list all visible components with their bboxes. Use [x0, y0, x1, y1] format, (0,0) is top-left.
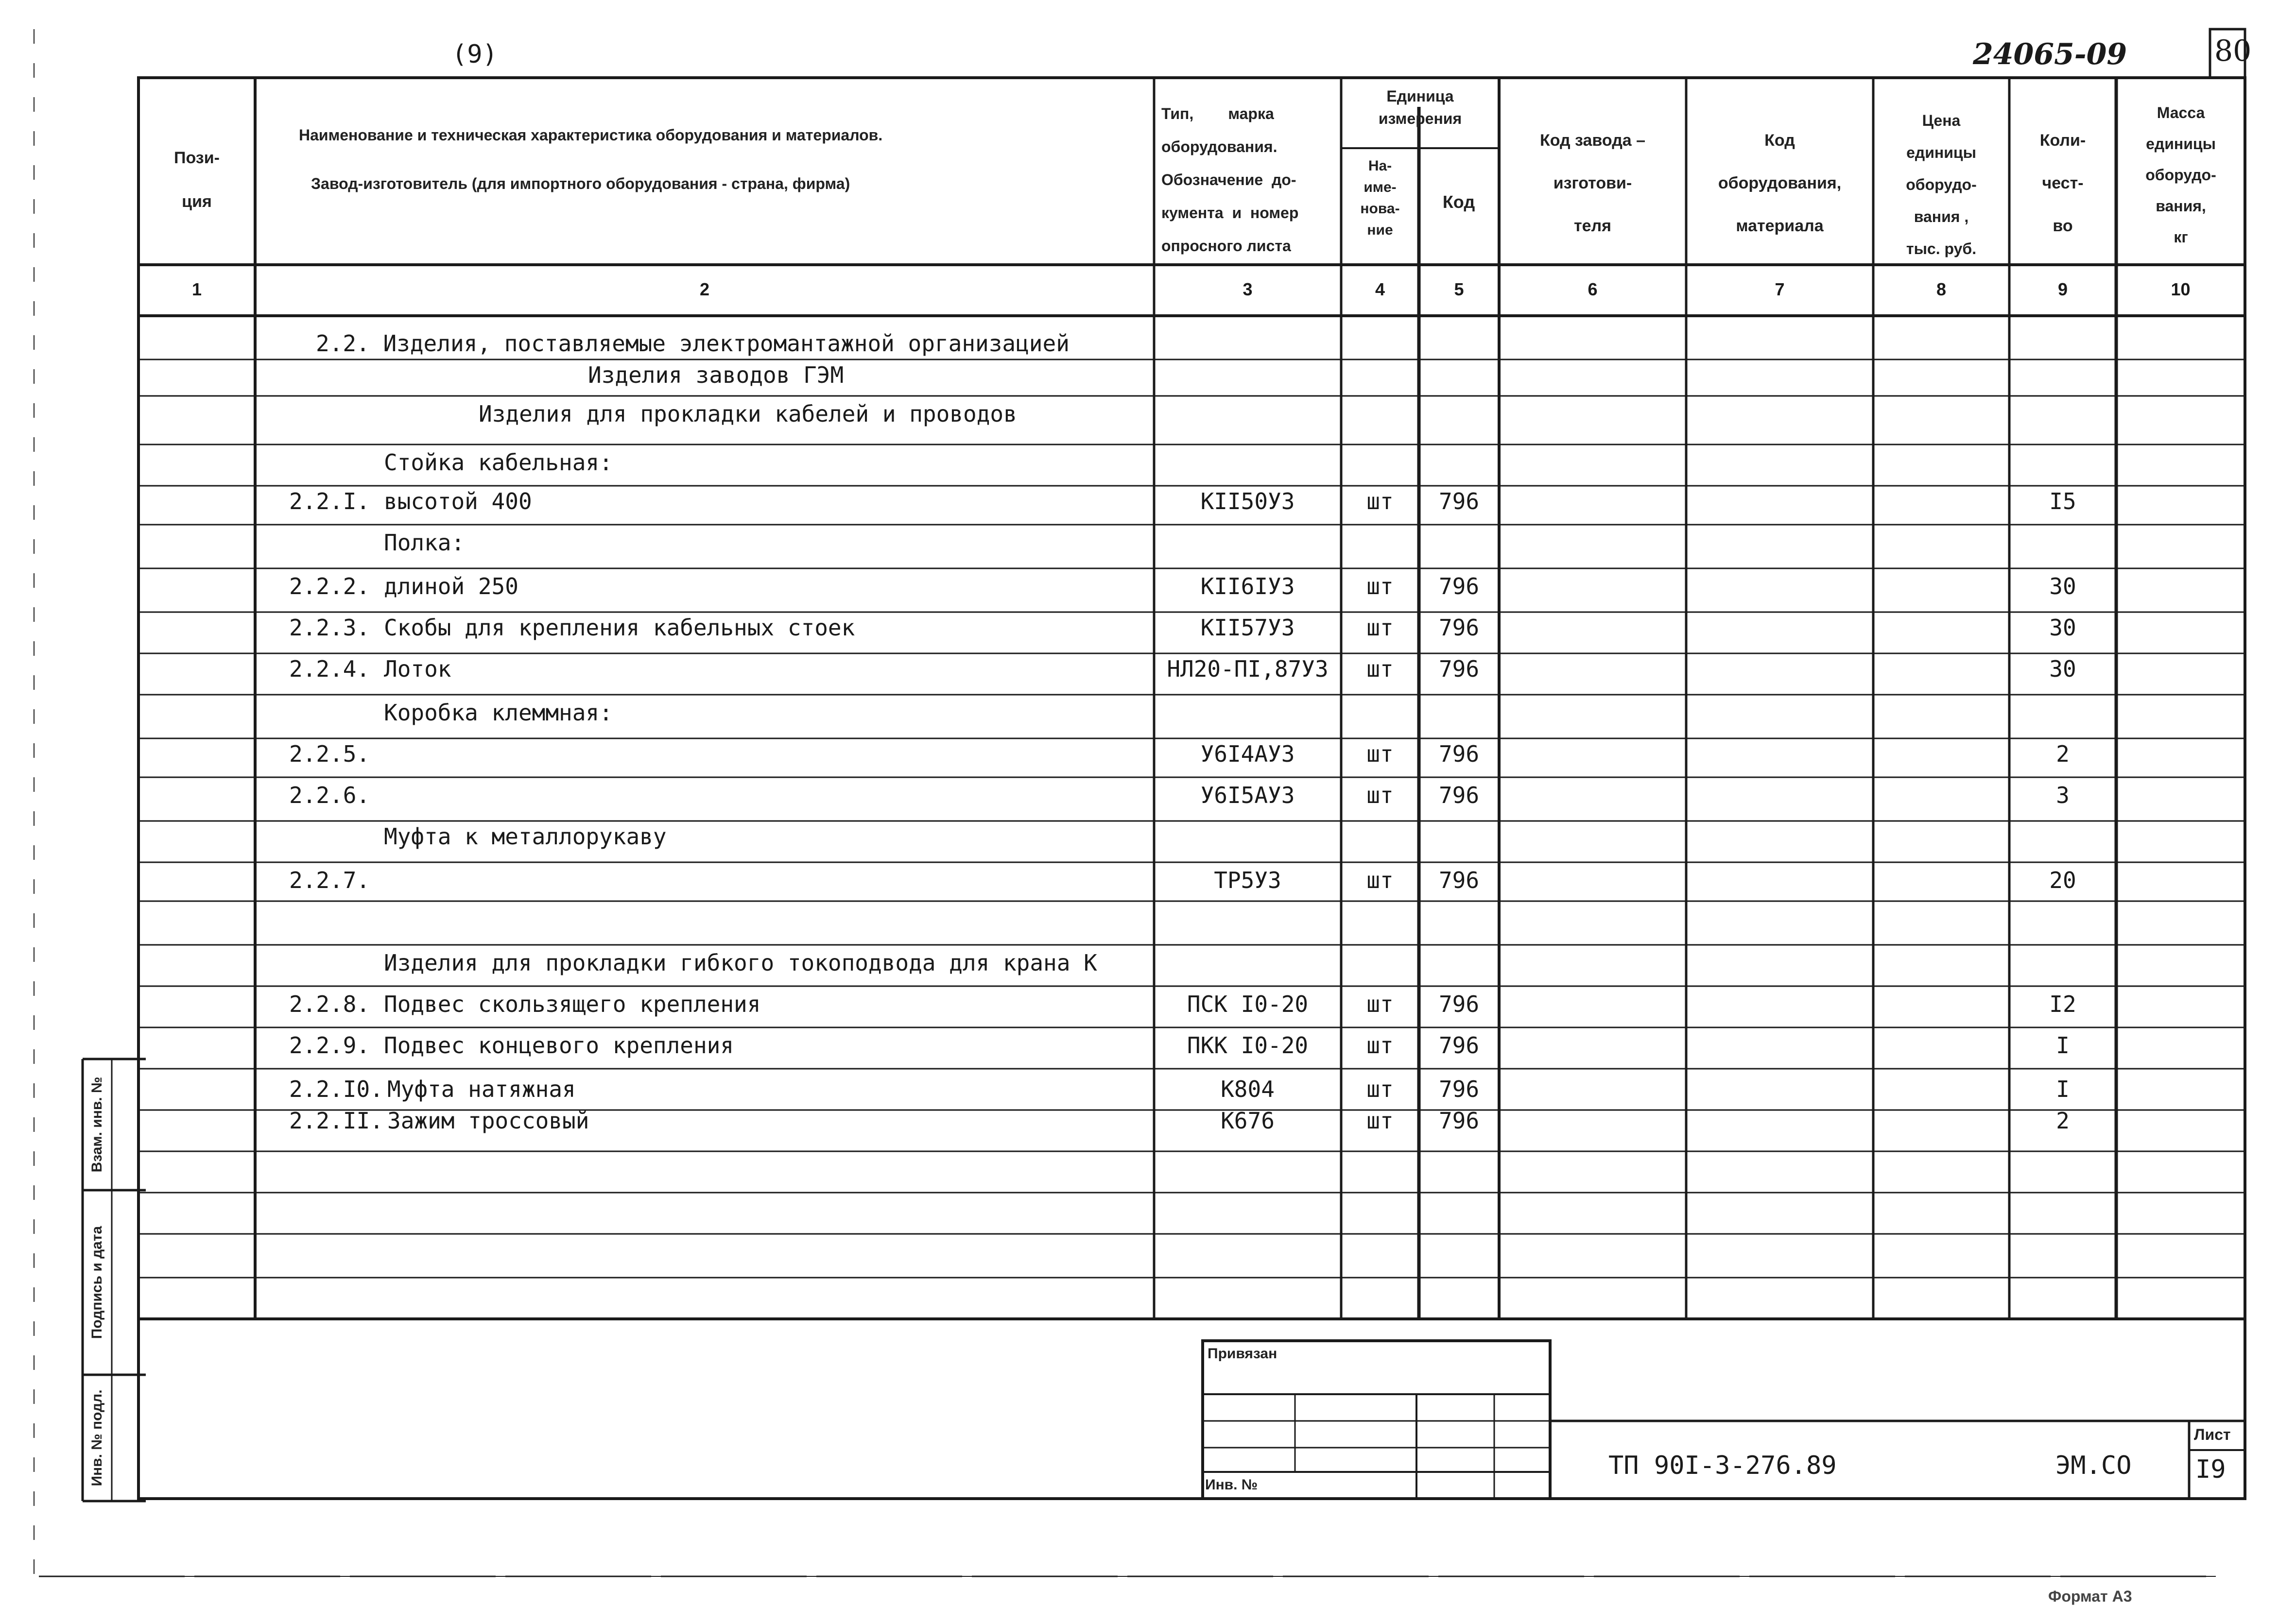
- row-unit-name: шт: [1366, 488, 1394, 514]
- stamp-replacement-inv: Взам. инв. №: [89, 1076, 105, 1173]
- row-unit-code: 796: [1438, 573, 1480, 599]
- row-item-name: высотой 400: [384, 488, 532, 514]
- row-unit-name: шт: [1366, 656, 1394, 682]
- row-position: 2.2.6.: [289, 782, 370, 808]
- header-unit-price: Цена единицы оборудо- вания , тыс. руб.: [1906, 112, 1977, 257]
- row-unit-name: шт: [1366, 1108, 1394, 1134]
- header-name-line1: Наименование и техническая характеристика оборудования и материалов.: [299, 126, 883, 144]
- row-type-mark: ТР5УЗ: [1214, 867, 1281, 893]
- row-type-mark: ПКК I0-20: [1187, 1032, 1309, 1059]
- row-position: 2.2.I.: [289, 488, 370, 514]
- row-quantity: I: [2056, 1076, 2070, 1102]
- row-unit-name: шт: [1366, 782, 1394, 808]
- title-sheet-label: Лист: [2194, 1426, 2231, 1443]
- row-unit-code: 796: [1438, 1108, 1480, 1134]
- row-unit-name: шт: [1366, 991, 1394, 1017]
- row-unit-name: шт: [1366, 1032, 1394, 1059]
- row-position: 2.2.II.: [289, 1108, 383, 1134]
- row-position: 2.2.8.: [289, 991, 370, 1017]
- header-unit-group: Единица измерения: [1378, 87, 1462, 127]
- page-marker: (9): [452, 40, 498, 69]
- row-type-mark: НЛ20-ПI,87УЗ: [1167, 656, 1329, 682]
- row-position: 2.2.9.: [289, 1032, 370, 1059]
- row-quantity: I: [2056, 1032, 2070, 1059]
- stamp-signature-date: Подпись и дата: [89, 1226, 105, 1339]
- row-item-name: Подвес скользящего крепления: [384, 991, 761, 1017]
- row-group-title: Полка:: [384, 530, 465, 556]
- row-group-title: 2.2. Изделия, поставляемые электромантажной организацией: [316, 330, 1070, 357]
- header-type: Тип, марка оборудования. Обозначение до- кумента и номер опросного листа: [1161, 105, 1299, 255]
- row-type-mark: КII6IУЗ: [1200, 573, 1295, 599]
- row-quantity: 20: [2049, 867, 2076, 893]
- row-quantity: I5: [2049, 488, 2076, 514]
- row-unit-name: шт: [1366, 615, 1394, 641]
- document-code: 24065-09: [1973, 37, 2127, 71]
- row-position: 2.2.7.: [289, 867, 370, 893]
- row-position: 2.2.3.: [289, 615, 370, 641]
- row-position: 2.2.2.: [289, 573, 370, 599]
- title-attached: Привязан: [1208, 1346, 1277, 1362]
- row-item-name: Лоток: [384, 656, 451, 682]
- title-doc-number: ТП 90I-3-276.89: [1608, 1451, 1837, 1480]
- col-num-10: 10: [2171, 279, 2191, 299]
- row-position: 2.2.I0.: [289, 1076, 383, 1102]
- row-unit-code: 796: [1438, 615, 1480, 641]
- col-num-5: 5: [1454, 279, 1464, 299]
- header-position: Пози- ция: [174, 149, 220, 211]
- row-unit-code: 796: [1438, 782, 1480, 808]
- row-type-mark: КII50УЗ: [1200, 488, 1295, 514]
- header-unit-mass: Масса единицы оборудо- вания, кг: [2145, 104, 2216, 246]
- col-num-4: 4: [1375, 279, 1385, 299]
- title-section: ЭМ.СО: [2055, 1451, 2132, 1480]
- col-num-6: 6: [1588, 279, 1598, 299]
- row-item-name: Зажим троссовый: [387, 1108, 589, 1134]
- stamp-original-inv: Инв. № подл.: [89, 1389, 105, 1486]
- col-num-8: 8: [1936, 279, 1947, 299]
- paper-format: Формат А3: [2048, 1588, 2132, 1605]
- row-unit-code: 796: [1438, 656, 1480, 682]
- row-group-title: Коробка клеммная:: [384, 700, 613, 726]
- row-quantity: I2: [2049, 991, 2076, 1017]
- row-type-mark: К804: [1221, 1076, 1275, 1102]
- header-quantity: Коли- чест- во: [2039, 131, 2086, 235]
- row-quantity: 30: [2049, 573, 2076, 599]
- row-type-mark: КII57УЗ: [1200, 615, 1295, 641]
- row-unit-code: 796: [1438, 1076, 1480, 1102]
- row-position: 2.2.4.: [289, 656, 370, 682]
- col-num-1: 1: [191, 279, 202, 299]
- row-item-name: Муфта натяжная: [387, 1076, 576, 1102]
- col-num-2: 2: [699, 279, 710, 299]
- row-group-title: Изделия для прокладки гибкого токоподвода для крана К: [384, 950, 1097, 976]
- row-group-title: Изделия для прокладки кабелей и проводов: [479, 401, 1017, 427]
- row-unit-code: 796: [1438, 741, 1480, 767]
- col-num-9: 9: [2057, 279, 2068, 299]
- header-equipment-code: Код оборудования, материала: [1718, 131, 1842, 235]
- row-unit-name: шт: [1366, 573, 1394, 599]
- row-unit-name: шт: [1366, 867, 1394, 893]
- sheet-corner-number: 80: [2214, 34, 2252, 68]
- row-type-mark: У6I5АУЗ: [1200, 782, 1295, 808]
- row-item-name: длиной 250: [384, 573, 518, 599]
- row-unit-name: шт: [1366, 1076, 1394, 1102]
- row-position: 2.2.5.: [289, 741, 370, 767]
- row-unit-code: 796: [1438, 991, 1480, 1017]
- row-type-mark: У6I4АУЗ: [1200, 741, 1295, 767]
- row-quantity: 3: [2056, 782, 2070, 808]
- row-quantity: 30: [2049, 656, 2076, 682]
- row-group-title: Изделия заводов ГЭМ: [588, 362, 844, 388]
- title-sheet-number: I9: [2195, 1455, 2226, 1484]
- row-unit-code: 796: [1438, 1032, 1480, 1059]
- header-unit-name: На- име- нова- ние: [1360, 158, 1400, 238]
- row-quantity: 2: [2056, 1108, 2070, 1134]
- row-group-title: Муфта к металлорукаву: [384, 823, 667, 850]
- header-unit-code: Код: [1442, 192, 1475, 212]
- row-type-mark: ПСК I0-20: [1187, 991, 1309, 1017]
- title-inv-no: Инв. №: [1205, 1477, 1258, 1493]
- row-unit-name: шт: [1366, 741, 1394, 767]
- row-unit-code: 796: [1438, 867, 1480, 893]
- row-type-mark: К676: [1221, 1108, 1275, 1134]
- row-unit-code: 796: [1438, 488, 1480, 514]
- row-group-title: Стойка кабельная:: [384, 449, 613, 476]
- row-item-name: Подвес концевого крепления: [384, 1032, 734, 1059]
- header-name-line2: Завод-изготовитель (для импортного оборудования - страна, фирма): [311, 175, 850, 192]
- row-quantity: 2: [2056, 741, 2070, 767]
- row-quantity: 30: [2049, 615, 2076, 641]
- col-num-7: 7: [1775, 279, 1785, 299]
- header-manufacturer-code: Код завода – изготови- теля: [1539, 131, 1646, 235]
- col-num-3: 3: [1243, 279, 1253, 299]
- row-item-name: Скобы для крепления кабельных стоек: [384, 615, 855, 641]
